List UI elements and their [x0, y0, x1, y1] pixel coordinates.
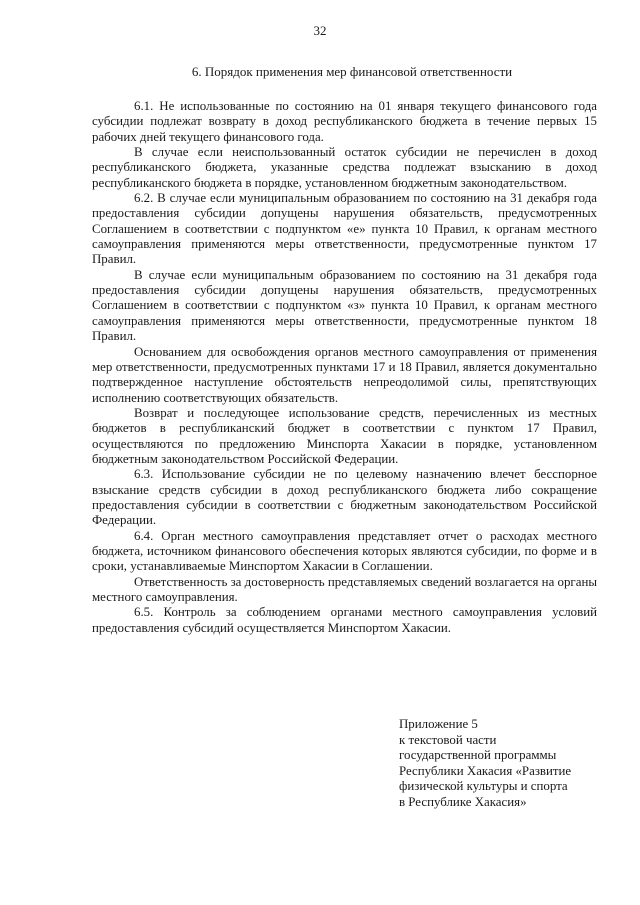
appendix-line: Республики Хакасия «Развитие	[399, 763, 572, 778]
paragraph-6-5: 6.5. Контроль за соблюдением органами местного самоуправления условий предоставления субсидий осуществляется Минспортом Хакасии.	[92, 605, 597, 635]
paragraph-responsibility: Ответственность за достоверность представляемых сведений возлагается на органы местного самоуправления.	[92, 574, 597, 604]
paragraph-6-3: 6.3. Использование субсидии не по целевому назначению влечет бесспорное взыскание средств субсидии в доход республиканского бюджета либо сокращение предоставления субсидии в соответствии с бюджетным законодательством Российской Федерации.	[92, 467, 597, 528]
paragraph-6-4: 6.4. Орган местного самоуправления представляет отчет о расходах местного бюджета, источником финансового обеспечения которых являются субсидии, по форме и в сроки, устанавливаемые Минспортом Хакасии в Соглашении.	[92, 528, 597, 574]
paragraph-force-majeure: Основанием для освобождения органов местного самоуправления от применения мер ответственности, предусмотренных пунктами 17 и 18 Правил, является документально подтвержденное наступление обстоятельств непреодолимой силы, препятствующих исполнению соответствующих обязательств.	[92, 344, 597, 405]
page-number: 32	[313, 23, 327, 38]
paragraph-6-1: 6.1. Не использованные по состоянию на 01 января текущего финансового года субсидии подлежат возврату в доход республиканского бюджета в течение первых 15 рабочих дней текущего финансового года.	[92, 99, 597, 144]
appendix-caption	[399, 717, 599, 811]
paragraph-6-1-unspent-balance: В случае если неиспользованный остаток субсидии не перечислен в доход республиканского бюджета, указанные средства подлежат взысканию в доход республиканского бюджета в порядке, установленном бюджетным законодательством.	[92, 145, 597, 190]
appendix-line: физической культуры и спорта	[399, 779, 568, 794]
appendix-line: к текстовой части	[399, 732, 497, 747]
appendix-line: Приложение 5	[399, 717, 478, 731]
appendix-line: в Республике Хакасия»	[399, 794, 527, 809]
paragraph-return-of-funds: Возврат и последующее использование средств, перечисленных из местных бюджетов в республиканский бюджет в соответствии с пунктом 17 Правил, осуществляются по предложению Минспорта Хакасии в порядке, установленном бюджетным законодательством Российской Федерации.	[92, 405, 597, 466]
section-title: 6. Порядок применения мер финансовой ответственности	[191, 64, 513, 79]
appendix-line: государственной программы	[399, 748, 557, 763]
paragraph-6-2-subclause-z: В случае если муниципальным образованием по состоянию на 31 декабря года предоставления субсидии допущены нарушения обязательств, предусмотренных Соглашением в соответствии с подпунктом «з» пункта 10 Правил, к органам местного самоуправления применяются меры ответственности, предусмотренные пунктом 18 Правил.	[92, 267, 597, 344]
paragraph-6-2: 6.2. В случае если муниципальным образованием по состоянию на 31 декабря года предоставления субсидии допущены нарушения обязательств, предусмотренных Соглашением в соответствии с подпунктом «е» пункта 10 Правил, к органам местного самоуправления применяются меры ответственности, предусмотренные пунктом 17 Правил.	[92, 191, 597, 267]
body-text	[92, 99, 597, 636]
